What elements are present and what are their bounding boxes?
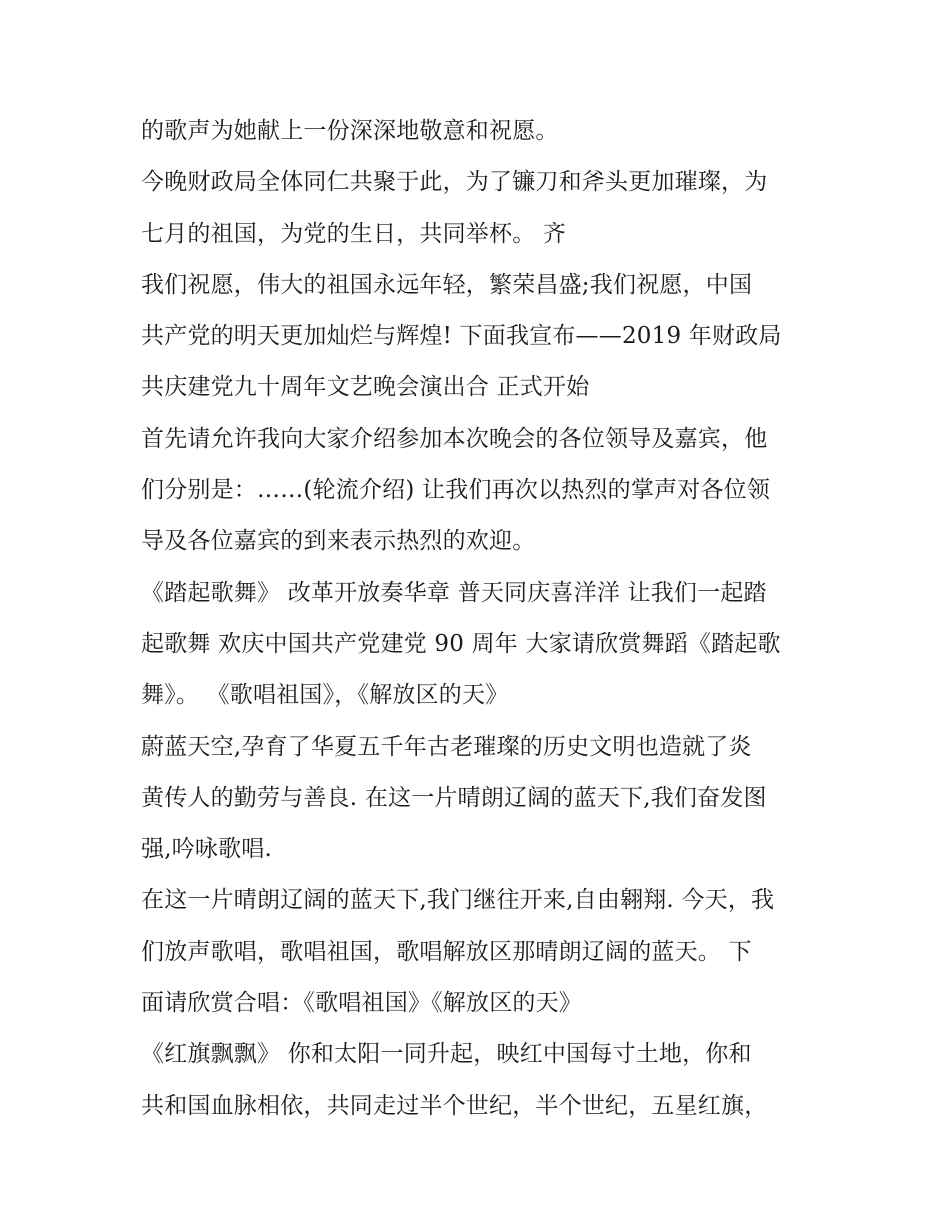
text-line: 蔚蓝天空,孕育了华夏五千年古老璀璨的历史文明也造就了炎	[141, 733, 752, 760]
text-line: 起歌舞 欢庆中国共产党建党 90 周年 大家请欣赏舞蹈《踏起歌	[141, 630, 781, 657]
text-line: 我们祝愿，伟大的祖国永远年轻，繁荣昌盛;我们祝愿，中国	[141, 271, 753, 298]
text-line: 共庆建党九十周年文艺晚会演出合 正式开始	[141, 374, 590, 401]
text-line: 首先请允许我向大家介绍参加本次晚会的各位领导及嘉宾，他	[141, 425, 768, 452]
text-line: 共和国血脉相依，共同走过半个世纪，半个世纪，五星红旗，	[141, 1092, 768, 1119]
text-line: 在这一片晴朗辽阔的蓝天下,我门继往开来,自由翱翔. 今天，我	[141, 887, 775, 914]
text-line: 导及各位嘉宾的到来表示热烈的欢迎。	[141, 528, 536, 555]
text-line: 《踏起歌舞》 改革开放奏华章 普天同庆喜洋洋 让我们一起踏	[141, 579, 767, 606]
text-line: 《红旗飘飘》 你和太阳一同升起，映红中国每寸土地，你和	[141, 1041, 752, 1068]
text-line: 共产党的明天更加灿烂与辉煌! 下面我宣布——2019 年财政局	[141, 323, 782, 350]
document-body	[141, 109, 821, 1135]
text-line: 舞》。 《歌唱祖国》，《解放区的天》	[141, 682, 509, 709]
text-line: 的歌声为她献上一份深深地敬意和祝愿。	[141, 118, 559, 144]
text-line: 们分别是：……(轮流介绍) 让我们再次以热烈的掌声对各位领	[141, 477, 771, 504]
text-line: 七月的祖国，为党的生日，共同举杯。 齐	[141, 220, 567, 247]
text-line: 强,吟咏歌唱.	[141, 836, 273, 863]
text-line: 黄传人的勤劳与善良. 在这一片晴朗辽阔的蓝天下,我们奋发图	[141, 784, 767, 811]
text-line: 今晚财政局全体同仁共聚于此，为了镰刀和斧头更加璀璨，为	[141, 169, 768, 196]
text-line: 面请欣赏合唱：《歌唱祖国》《解放区的天》	[141, 990, 582, 1017]
text-line: 们放声歌唱，歌唱祖国，歌唱解放区那晴朗辽阔的蓝天。 下	[141, 938, 752, 965]
